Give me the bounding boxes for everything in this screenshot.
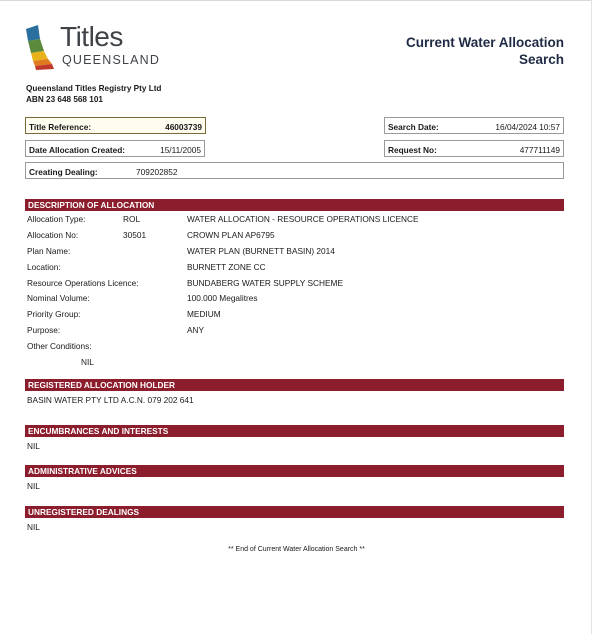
titles-queensland-logo [24,23,164,71]
page-title-line1: Current Water Allocation [405,35,564,50]
title-reference-value: 46003739 [165,122,202,132]
creating-dealing-value: 709202852 [136,167,178,177]
creating-dealing-box [25,162,564,179]
logo-mark-icon [24,23,58,71]
page-title [344,34,564,68]
encumbrances-value: NIL [27,441,40,451]
title-reference-box [25,117,206,134]
unregistered-section-heading: UNREGISTERED DEALINGS [25,506,564,518]
location-value: BURNETT ZONE CC [187,262,266,272]
end-of-search-note: ** End of Current Water Allocation Search ** [228,546,365,553]
page-title-line2: Search [518,52,564,67]
allocation-no-code: 30501 [123,230,147,240]
request-no-box [384,140,564,157]
holder-value: BASIN WATER PTY LTD A.C.N. 079 202 641 [27,395,194,405]
title-reference-label: Title Reference: [29,122,92,132]
allocation-type-label: Allocation Type: [27,214,86,224]
search-date-value: 16/04/2024 10:57 [495,122,560,132]
date-allocation-created-label: Date Allocation Created: [29,145,126,155]
request-no-value: 477711149 [519,145,560,155]
allocation-type-value: WATER ALLOCATION - RESOURCE OPERATIONS LICENCE [187,214,419,224]
description-section-heading: DESCRIPTION OF ALLOCATION [25,199,564,211]
creating-dealing-label: Creating Dealing: [29,167,98,177]
plan-name-label: Plan Name: [27,246,71,256]
date-allocation-created-box [25,140,205,157]
allocation-type-code: ROL [123,214,141,224]
priority-group-value: MEDIUM [187,309,221,319]
location-label: Location: [27,262,61,272]
company-name: Queensland Titles Registry Pty Ltd [26,84,162,93]
other-conditions-label: Other Conditions: [27,341,92,351]
company-info [26,83,161,105]
search-date-label: Search Date: [388,122,439,132]
resource-operations-licence-label: Resource Operations Licence: [27,278,139,288]
company-abn: ABN 23 648 568 101 [26,95,103,104]
other-conditions-value: NIL [81,357,94,367]
nominal-volume-label: Nominal Volume: [27,293,90,303]
date-allocation-created-value: 15/11/2005 [160,145,201,155]
holder-section-heading: REGISTERED ALLOCATION HOLDER [25,379,564,391]
logo-wordmark: Titles [60,21,123,52]
purpose-value: ANY [187,325,205,335]
search-date-box [384,117,564,134]
logo-subtitle: QUEENSLAND [62,53,161,67]
admin-value: NIL [27,481,40,491]
plan-name-value: WATER PLAN (BURNETT BASIN) 2014 [187,246,335,256]
request-no-label: Request No: [388,145,437,155]
purpose-label: Purpose: [27,325,61,335]
top-border [0,0,591,1]
priority-group-label: Priority Group: [27,309,81,319]
nominal-volume-value: 100.000 Megalitres [187,293,258,303]
allocation-no-label: Allocation No: [27,230,79,240]
allocation-no-value: CROWN PLAN AP6795 [187,230,275,240]
unregistered-value: NIL [27,522,40,532]
admin-section-heading: ADMINISTRATIVE ADVICES [25,465,564,477]
encumbrances-section-heading: ENCUMBRANCES AND INTERESTS [25,425,564,437]
right-border [591,0,592,634]
resource-operations-licence-value: BUNDABERG WATER SUPPLY SCHEME [187,278,343,288]
